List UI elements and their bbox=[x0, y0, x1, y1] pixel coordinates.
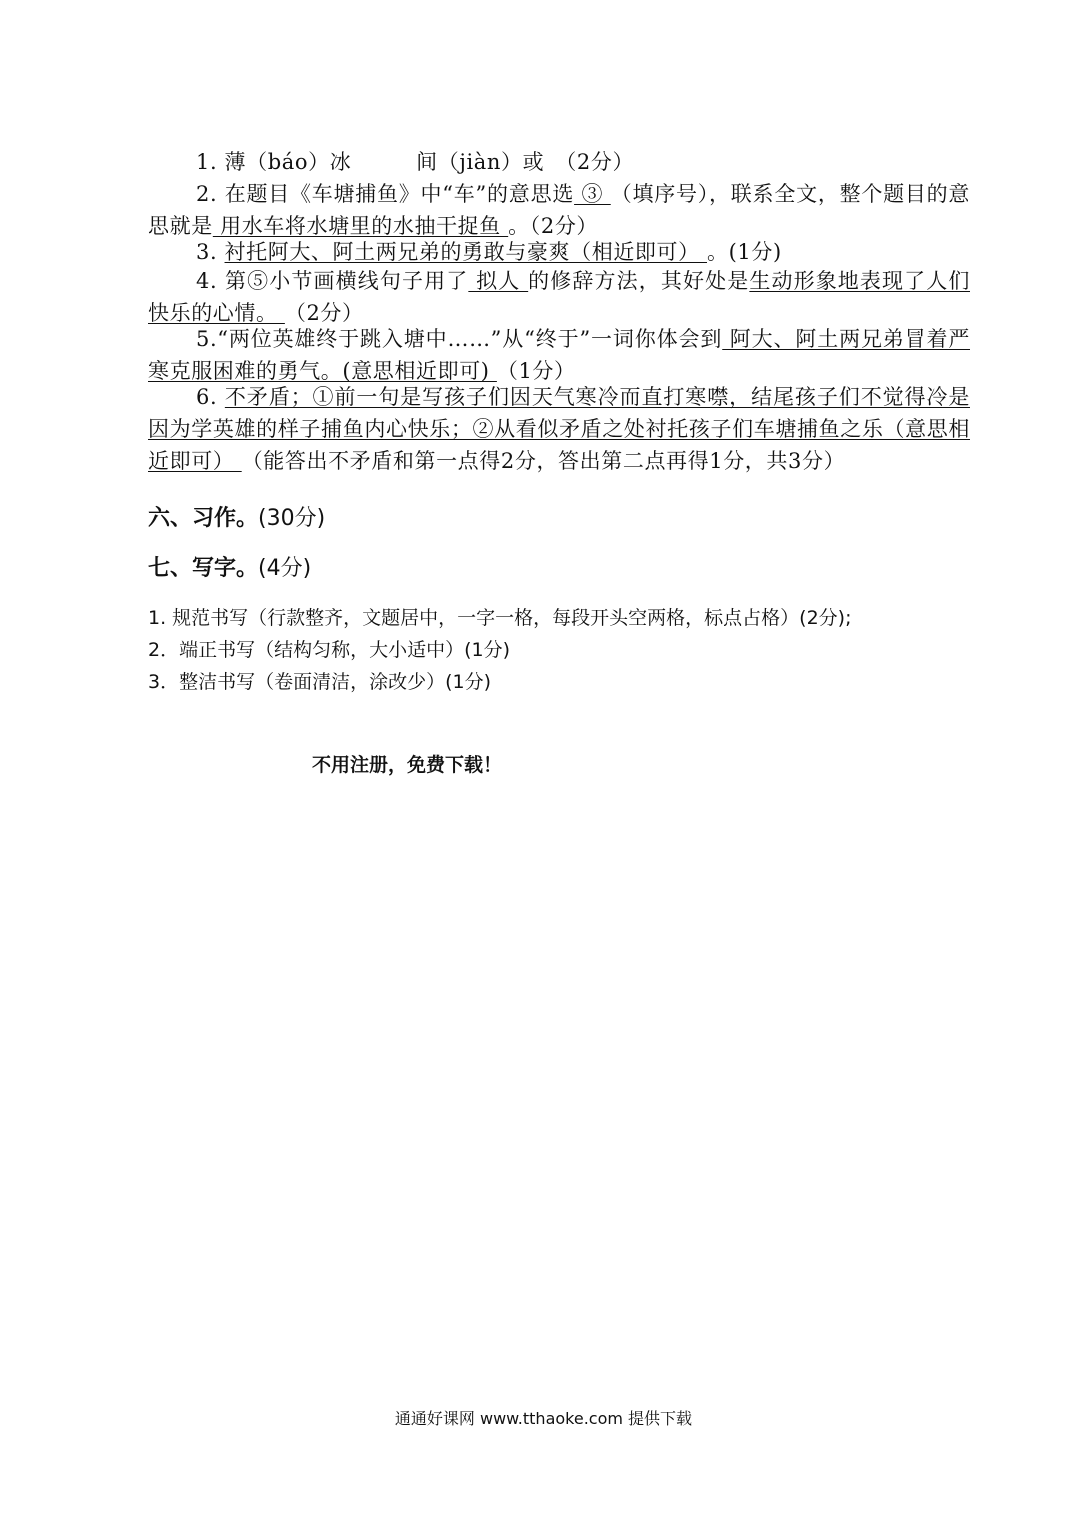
answer-6 bbox=[148, 381, 970, 477]
answer-4-points: （2分） bbox=[284, 301, 364, 325]
answer-2-text: 在题目《车塘捕鱼》中“车”的意思选 bbox=[224, 182, 575, 206]
answer-5-text: “两位英雄终于跳入塘中……”从“终于”一词你体会到 bbox=[217, 327, 723, 351]
writing-rule-2: 2．端正书写（结构匀称，大小适中）(1分) bbox=[148, 639, 511, 661]
answer-3-number: 3. bbox=[196, 240, 218, 264]
answer-2-text-middle: （填序号），联系全文，整个题目的意思就是 bbox=[148, 182, 971, 238]
answer-5-blank: 阿大、阿土两兄弟冒着严寒克服困难的勇气。(意思相近即可) bbox=[148, 327, 970, 383]
answer-5-number: 5. bbox=[196, 327, 218, 351]
answer-2-blank-choice: ③ bbox=[574, 182, 611, 206]
answer-4-text: 第⑤小节画横线句子用了 bbox=[225, 269, 469, 293]
answer-5 bbox=[148, 323, 970, 387]
answer-1-number: 1. bbox=[196, 150, 218, 174]
page-footer: 通通好课网 www.tthaoke.com 提供下载 bbox=[394, 1409, 693, 1428]
answer-1 bbox=[148, 146, 970, 178]
answer-2 bbox=[148, 178, 970, 242]
section-7-points: (4分) bbox=[258, 556, 312, 581]
section-7-heading bbox=[148, 553, 311, 585]
answer-4-blank-effect: 生动形象地表现了人们快乐的心情。 bbox=[148, 269, 970, 325]
section-6-points: (30分) bbox=[258, 506, 326, 531]
download-notice: 不用注册，免费下载！ bbox=[312, 754, 503, 776]
answer-2-blank-meaning: 用水车将水塘里的水抽干捉鱼 bbox=[212, 214, 509, 238]
answer-5-points: （1分） bbox=[496, 359, 576, 383]
writing-rule-1: 1. 规范书写（行款整齐，文题居中，一字一格，每段开头空两格，标点占格）(2分); bbox=[148, 607, 852, 629]
section-6-heading bbox=[148, 503, 325, 535]
answer-4-blank-rhetoric: 拟人 bbox=[468, 269, 529, 293]
answer-2-number: 2. bbox=[196, 182, 218, 206]
answer-6-blank: 不矛盾；①前一句是写孩子们因天气寒冷而直打寒噤，结尾孩子们不觉得冷是因为学英雄的样子捕鱼内心快乐；②从看似矛盾之处衬托孩子们车塘捕鱼之乐（意思相近即可） bbox=[148, 385, 970, 473]
answer-4-number: 4. bbox=[196, 269, 218, 293]
answer-1-text: 薄（báo）冰 间（jiàn）或 （2分） bbox=[224, 150, 635, 174]
answer-3-blank: 衬托阿大、阿土两兄弟的勇敢与豪爽（相近即可） bbox=[224, 240, 708, 264]
answer-6-number: 6. bbox=[196, 385, 218, 409]
section-7-title: 七、写字。 bbox=[148, 556, 259, 581]
answer-2-points: 。（2分） bbox=[508, 214, 599, 238]
answer-4 bbox=[148, 265, 970, 329]
writing-rule-3: 3．整洁书写（卷面清洁，涂改少）(1分) bbox=[148, 671, 492, 693]
answer-3 bbox=[148, 236, 970, 268]
answer-4-text-middle: 的修辞方法，其好处是 bbox=[528, 269, 750, 293]
section-6-title: 六、习作。 bbox=[148, 506, 259, 531]
answer-6-scoring: （能答出不矛盾和第一点得2分，答出第二点再得1分，共3分） bbox=[241, 449, 846, 473]
answer-3-points: 。(1分) bbox=[707, 240, 782, 264]
